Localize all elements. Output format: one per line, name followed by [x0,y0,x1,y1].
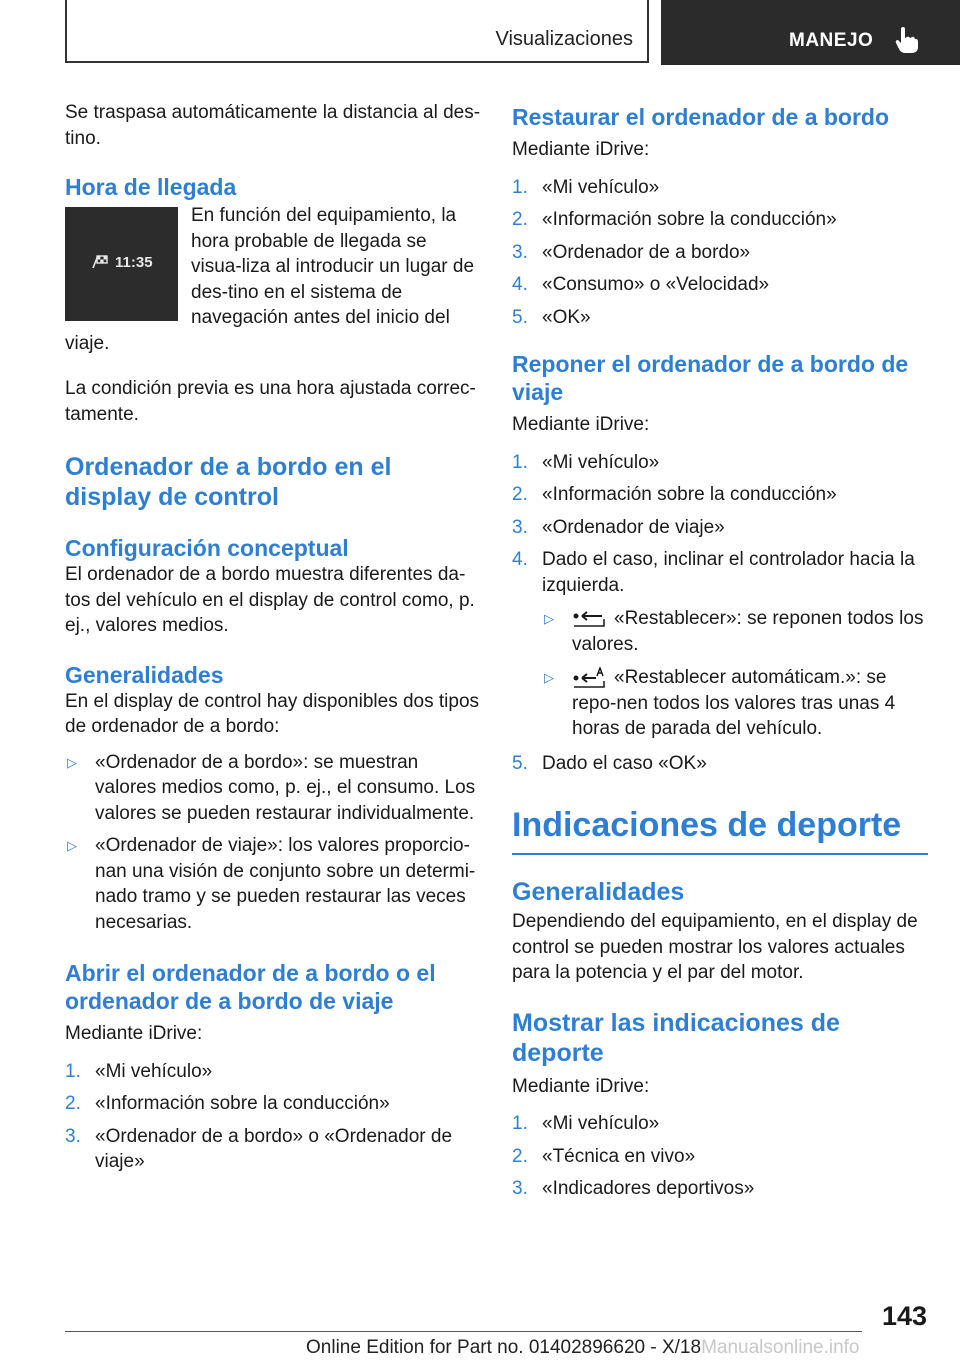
heading-arrival-time: Hora de llegada [65,174,237,200]
list-item: 1. «Mi vehículo» [512,451,660,473]
reset-steps-list [512,450,928,777]
list-item: 3. «Ordenador de viaje» [512,516,725,538]
list-item: ▷ «Ordenador de viaje»: los valores proporcio-nan una visión de conjunto sobre un determi-nado tramo y se pueden restaurar las veces necesarias. [67,835,476,933]
list-item: 5. «OK» [512,306,591,328]
arrival-text: En función del equipamiento, la hora probable de llegada se visua-liza al introducir un lugar de des-tino en el sistema de navegación antes del inicio del viaje. [65,205,475,354]
heading-show-sport: Mostrar las indicaciones de deporte [512,1008,840,1067]
list-item: ▷ «Ordenador de a bordo»: se muestran valores medios como, p. ej., el consumo. Los valores se pueden restaurar individualmente. [67,751,476,824]
edition-text: Online Edition for Part no. 01402896620 - X/18 [306,1337,702,1358]
heading-reset-trip: Reponer el ordenador de a bordo de viaje [512,351,909,405]
clock-time: 11:35 [115,254,153,271]
list-item: 1. «Mi vehículo» [65,1060,213,1082]
list-item: 5. Dado el caso «OK» [512,752,707,774]
condition-text: La condición previa es una hora ajustada correc-tamente. [65,378,476,425]
via-idrive-text: Mediante iDrive: [512,139,650,160]
list-item: 3. «Ordenador de a bordo» [512,241,751,263]
list-item: 2. «Información sobre la conducción» [65,1093,390,1114]
header-chapter-title: MANEJO [789,30,874,51]
footer-edition [306,1337,860,1359]
via-idrive-text: Mediante iDrive: [65,1023,203,1044]
list-item: ▷ «Restablecer»: se reponen todos los valores. [544,608,924,655]
list-item: 2. «Información sobre la conducción» [512,484,837,505]
list-item: 2. «Técnica en vivo» [512,1145,696,1167]
restore-steps-list [512,175,928,331]
triangle-bullet-icon: ▷ [67,754,77,770]
show-steps-list [512,1111,928,1202]
hand-pointer-icon [895,26,919,54]
intro-text: Se traspasa automáticamente la distancia al des- tino. [65,102,481,149]
reset-icon [572,609,606,629]
general-text: En el display de control hay disponibles dos tipos de ordenador de a bordo: [65,690,480,737]
reset-sub-list [542,606,928,742]
list-item: 3. «Indicadores deportivos» [512,1178,755,1199]
heading-general: Generalidades [65,661,224,688]
header-chapter-box [661,0,960,65]
heading-general-2: Generalidades [512,878,685,906]
triangle-bullet-icon: ▷ [544,611,554,626]
heading-concept: Configuración conceptual [65,535,349,561]
via-idrive-text-2: Mediante iDrive: [512,414,650,435]
arrival-block [65,203,481,356]
general-text-2: Dependiendo del equipamiento, en el display de control se pueden mostrar los valores actuales para la potencia y el par del motor. [512,911,918,983]
footer-divider [65,1331,862,1332]
heading-onboard-computer: Ordenador de a bordo en el display de control [65,453,392,511]
header-section-title: Visualizaciones [495,28,633,50]
list-item: 4. «Consumo» o «Velocidad» [512,274,770,295]
arrival-time-display-image [65,207,178,321]
computer-types-list [65,750,481,936]
watermark-text: Manualsonline.info [701,1337,860,1358]
heading-sport-displays: Indicaciones de deporte [512,806,928,855]
concept-text: El ordenador de a bordo muestra diferentes da-tos del vehículo en el display de control como, p. ej., valores medios. [65,564,475,636]
flag-icon [91,254,111,270]
open-steps-list [65,1059,481,1175]
list-item: 2. «Información sobre la conducción» [512,209,837,230]
triangle-bullet-icon: ▷ [67,838,77,853]
heading-open-computer: Abrir el ordenador de a bordo o el ordenador de a bordo de viaje [65,960,436,1014]
page-number: 143 [881,1301,927,1331]
list-item: 3. «Ordenador de a bordo» o «Ordenador de viaje» [65,1125,453,1172]
right-column [512,100,928,1202]
list-item: ▷ «Restablecer automáticam.»: se repo-nen todos los valores tras unas 4 horas de parada del vehículo. [544,667,896,739]
auto-reset-icon [572,667,606,689]
heading-restore: Restaurar el ordenador de a bordo [512,104,890,130]
list-item: 1. «Mi vehículo» [512,176,660,198]
left-column [65,100,481,1175]
via-idrive-text-3: Mediante iDrive: [512,1075,650,1097]
list-item: 4. Dado el caso, inclinar el controlador hacia la izquierda. ▷ «Restablecer»: se reponen todos los valores. ▷ «Restablecer automáticam.»: se repo-nen todos los valores tras unas 4 horas de parada del vehículo. [512,547,928,742]
list-item: 1. «Mi vehículo» [512,1113,660,1134]
triangle-bullet-icon: ▷ [544,670,554,685]
page-header [0,0,960,66]
header-section-box [65,0,649,63]
